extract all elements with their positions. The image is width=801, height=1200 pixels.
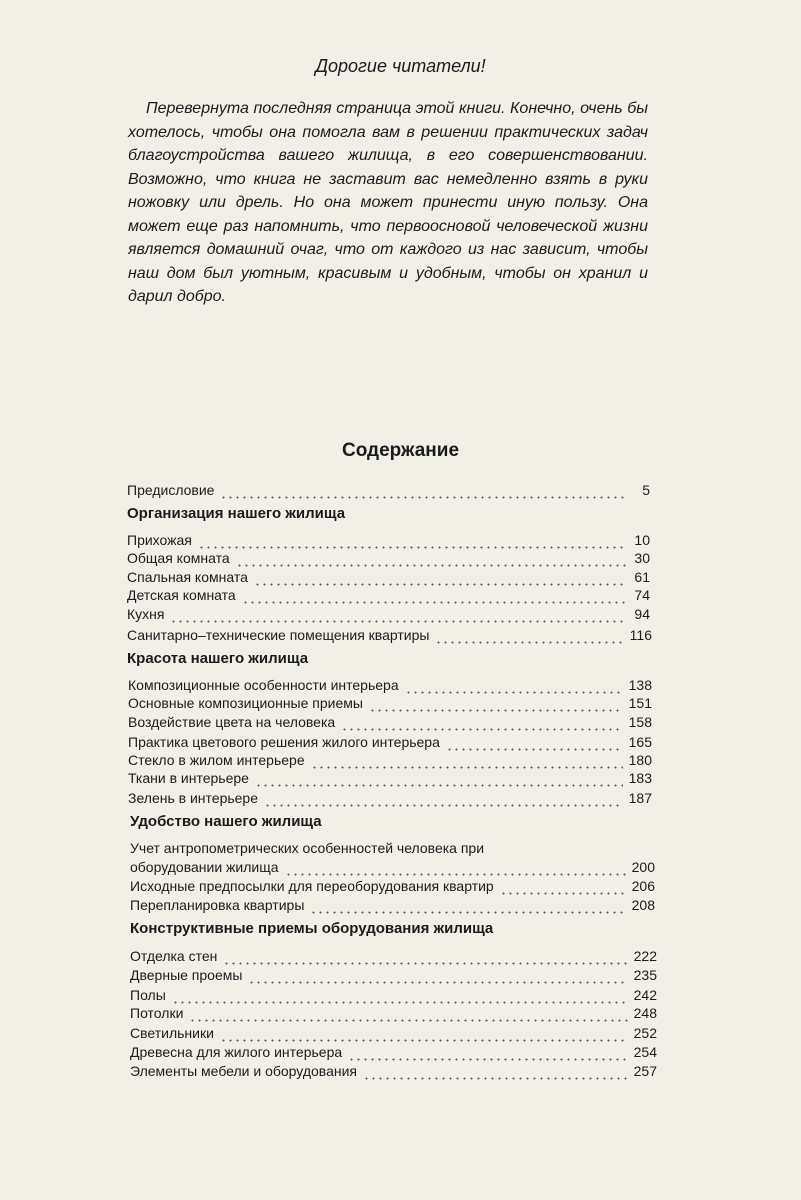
toc-entry-page: 180: [628, 752, 652, 768]
toc-entry-preface: [127, 482, 650, 499]
leader-dots: [170, 611, 626, 623]
toc-title: Содержание: [341, 440, 460, 461]
toc-entry: [128, 770, 652, 787]
toc-entry: [130, 1063, 657, 1080]
letter-paragraph: Перевернута последняя страница этой книги. Конечно, очень бы хотелось, чтобы она помогла вам в решении практических задач благоустройства вашего жилища, в его совершенствовании. Возможно, что книга не заставит вас немедленно взять в руки ножовку или дрель. Но она может принести иную пользу. Она может еще раз напомнить, что первоосновой человеческой жизни является домашний очаг, что от каждого из нас зависит, чтобы наш дом был уютным, красивым и удобным, чтобы он хранил и дарил добро.: [128, 100, 648, 305]
toc-entry-label: Зелень в интерьере: [128, 790, 259, 806]
toc-entry: [130, 967, 657, 984]
toc-entry-label: Полы: [130, 987, 166, 1003]
toc-entry-page: 222: [633, 948, 657, 964]
toc-entry-page: 138: [628, 677, 652, 693]
leader-dots: [405, 682, 623, 694]
toc-entry: [130, 1005, 657, 1022]
toc-entry-page: 257: [633, 1063, 657, 1079]
toc-entry: [130, 987, 657, 1004]
letter-title: Дорогие читатели!: [315, 56, 486, 76]
toc-entry-label: Композиционные особенности интерьера: [128, 677, 399, 693]
toc-entry: [128, 695, 652, 712]
toc-entry-page: 183: [628, 770, 652, 786]
leader-dots: [254, 574, 626, 586]
leader-dots: [285, 864, 626, 876]
toc-entry: [130, 1025, 657, 1042]
toc-section-title: Удобство нашего жилища: [130, 813, 322, 830]
toc-entry-page: 254: [633, 1044, 657, 1060]
leader-dots: [220, 1030, 628, 1042]
toc-entry: [130, 948, 657, 965]
leader-dots: [435, 632, 623, 644]
leader-dots: [341, 719, 622, 731]
toc-entry: [127, 532, 650, 549]
toc-entry-page: 74: [634, 587, 650, 603]
leader-dots: [446, 739, 623, 751]
leader-dots: [500, 883, 626, 895]
toc-entry: [130, 878, 655, 895]
leader-dots: [236, 555, 626, 567]
toc-entry-label: Стекло в жилом интерьере: [128, 752, 305, 768]
toc-section-title: Организация нашего жилища: [127, 505, 346, 522]
toc-entry-page: 200: [631, 859, 655, 875]
leader-dots: [255, 775, 623, 787]
toc-entry-label: Элементы мебели и оборудования: [130, 1063, 357, 1079]
toc-entry-label: Древесна для жилого интерьера: [130, 1044, 343, 1060]
toc-entry-label: Спальная комната: [127, 569, 248, 585]
toc-entry-page: 252: [633, 1025, 657, 1041]
toc-entry-multiline: [130, 840, 655, 857]
toc-entry-label: Перепланировка квартиры: [130, 897, 305, 913]
toc-entry-label: Дверные проемы: [130, 967, 243, 983]
toc-entry-label: Исходные предпосылки для переоборудования квартир: [130, 878, 494, 894]
toc-entry-page: 248: [633, 1005, 657, 1021]
toc-entry: [127, 606, 650, 623]
leader-dots: [369, 700, 623, 712]
leader-dots: [242, 592, 626, 604]
leader-dots: [348, 1049, 628, 1061]
toc-entry-page: 208: [631, 897, 655, 913]
toc-entry: [128, 714, 652, 731]
leader-dots: [310, 902, 625, 914]
toc-entry-label: Воздействие цвета на человека: [128, 714, 336, 730]
toc-entry-page: 206: [631, 878, 655, 894]
toc-entry-page: 151: [628, 695, 652, 711]
toc-entry-label: Предисловие: [127, 482, 215, 498]
leader-dots: [220, 487, 626, 499]
toc-entry-page: 187: [628, 790, 652, 806]
toc-entry-page: 10: [634, 532, 650, 548]
toc-entry-label: Практика цветового решения жилого интерьера: [128, 734, 440, 750]
toc-entry: [130, 1044, 657, 1061]
toc-entry-label: Ткани в интерьере: [128, 770, 249, 786]
toc-entry: [128, 790, 652, 807]
toc-entry-page: 30: [634, 550, 650, 566]
toc-entry-page: 61: [634, 569, 650, 585]
toc-entry: [127, 550, 650, 567]
toc-entry-page: 94: [634, 606, 650, 622]
leader-dots: [311, 757, 623, 769]
toc-entry-page: 242: [633, 987, 657, 1003]
leader-dots: [363, 1068, 628, 1080]
toc-entry: [128, 677, 652, 694]
toc-entry: [128, 734, 652, 751]
leader-dots: [248, 972, 627, 984]
toc-entry: [127, 587, 650, 604]
toc-entry-label: Основные композиционные приемы: [128, 695, 363, 711]
toc-entry-label: Общая комната: [127, 550, 230, 566]
leader-dots: [172, 992, 628, 1004]
toc-entry-label-line1: Учет антропометрических особенностей человека при: [130, 840, 485, 856]
toc-entry: [127, 627, 652, 644]
toc-entry-page: 116: [629, 627, 652, 643]
toc-entry: [127, 569, 650, 586]
toc-entry-label-line2: оборудовании жилища: [130, 859, 279, 875]
toc-entry-page: 5: [642, 482, 650, 498]
toc-entry: [130, 897, 655, 914]
leader-dots: [189, 1010, 627, 1022]
leader-dots: [223, 953, 627, 965]
toc-entry-label: Потолки: [130, 1005, 184, 1021]
toc-entry-label: Светильники: [130, 1025, 214, 1041]
toc-entry-label: Прихожая: [127, 532, 192, 548]
toc-entry-page: 165: [628, 734, 652, 750]
toc-section-title: Конструктивные приемы оборудования жилища: [130, 920, 494, 937]
leader-dots: [264, 795, 623, 807]
toc-entry-page: 235: [633, 967, 657, 983]
toc-entry: [130, 859, 655, 876]
toc-entry-label: Кухня: [127, 606, 165, 622]
toc-section-title: Красота нашего жилища: [127, 650, 309, 667]
toc-entry-label: Детская комната: [127, 587, 236, 603]
toc-entry-label: Санитарно–технические помещения квартиры: [127, 627, 430, 643]
toc-entry-page: 158: [628, 714, 652, 730]
toc-entry-label: Отделка стен: [130, 948, 218, 964]
toc-entry: [128, 752, 652, 769]
leader-dots: [198, 537, 626, 549]
